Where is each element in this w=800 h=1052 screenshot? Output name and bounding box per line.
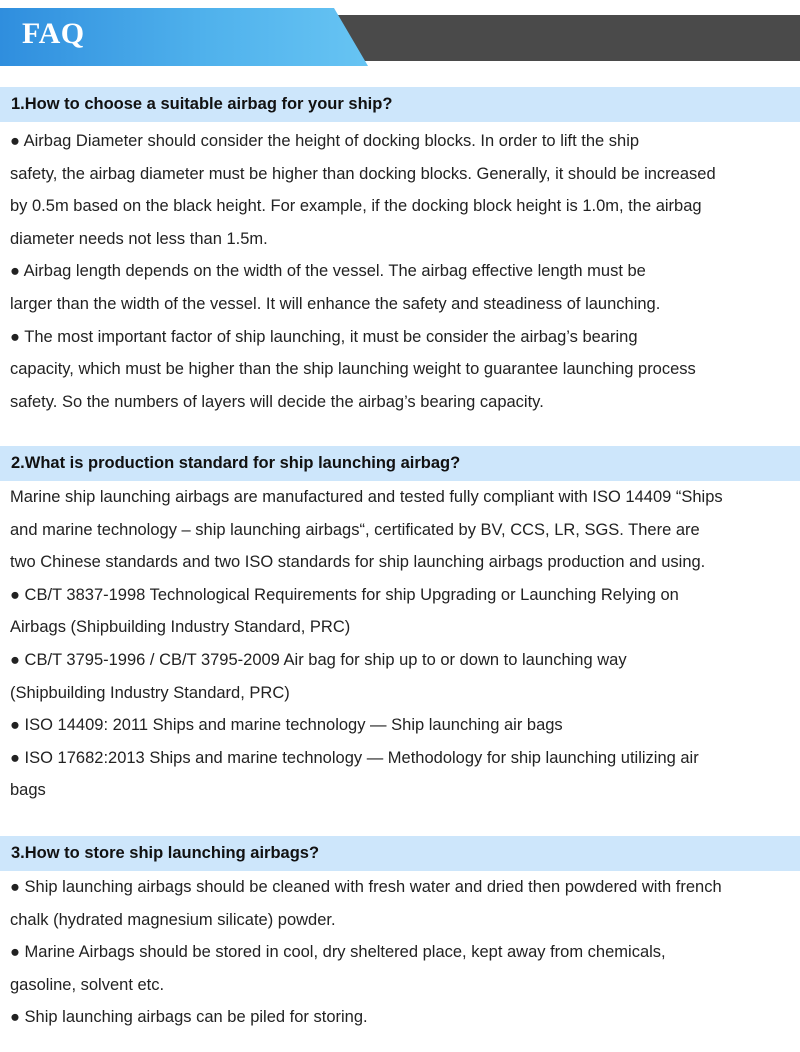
- answer-line: gasoline, solvent etc.: [10, 975, 165, 994]
- page-title: FAQ: [22, 17, 85, 50]
- answer-line: ● Marine Airbags should be stored in cool, dry sheltered place, kept away from chemicals,: [10, 943, 666, 962]
- answer-line: safety, the airbag diameter must be higher than docking blocks. Generally, it should be increased: [10, 164, 716, 183]
- answer-line: bags: [10, 781, 46, 800]
- faq-item-2: [0, 446, 800, 807]
- faq-question: 2.What is production standard for ship launching airbag?: [0, 446, 800, 481]
- answer-line: Marine ship launching airbags are manufactured and tested fully compliant with ISO 14409 “Ships: [10, 488, 723, 506]
- answer-line: ● Ship launching airbags can be piled for storing.: [10, 1008, 368, 1027]
- answer-line: ● ISO 17682:2013 Ships and marine technology — Methodology for ship launching utilizing air: [10, 748, 699, 767]
- faq-question: 3.How to store ship launching airbags?: [0, 836, 800, 871]
- answer-line: and marine technology – ship launching airbags“, certificated by BV, CCS, LR, SGS. There are: [10, 520, 700, 539]
- faq-answer: [0, 871, 800, 1034]
- faq-answer: [0, 122, 800, 418]
- answer-line: ● Airbag length depends on the width of the vessel. The airbag effective length must be: [10, 262, 646, 281]
- answer-line: ● CB/T 3795-1996 / CB/T 3795-2009 Air bag for ship up to or down to launching way: [10, 650, 627, 669]
- answer-line: diameter needs not less than 1.5m.: [10, 229, 268, 248]
- answer-line: (Shipbuilding Industry Standard, PRC): [10, 683, 290, 702]
- answer-line: capacity, which must be higher than the ship launching weight to guarantee launching process: [10, 360, 696, 379]
- faq-question: 1.How to choose a suitable airbag for your ship?: [0, 87, 800, 122]
- banner-dark-strip: [330, 15, 800, 61]
- faq-item-3: [0, 836, 800, 1034]
- answer-line: ● CB/T 3837-1998 Technological Requirements for ship Upgrading or Launching Relying on: [10, 585, 679, 604]
- answer-line: safety. So the numbers of layers will decide the airbag’s bearing capacity.: [10, 392, 544, 411]
- answer-line: Airbags (Shipbuilding Industry Standard, PRC): [10, 618, 351, 637]
- answer-line: by 0.5m based on the black height. For example, if the docking block height is 1.0m, the airbag: [10, 197, 702, 216]
- answer-line: two Chinese standards and two ISO standards for ship launching airbags production and using.: [10, 553, 706, 572]
- answer-line: chalk (hydrated magnesium silicate) powder.: [10, 910, 336, 929]
- faq-banner: [0, 0, 800, 68]
- answer-line: ● ISO 14409: 2011 Ships and marine technology — Ship launching air bags: [10, 716, 563, 735]
- answer-line: ● The most important factor of ship launching, it must be consider the airbag’s bearing: [10, 327, 638, 346]
- answer-line: ● Ship launching airbags should be cleaned with fresh water and dried then powdered with french: [10, 878, 722, 896]
- answer-line: larger than the width of the vessel. It will enhance the safety and steadiness of launching.: [10, 294, 661, 313]
- faq-answer: [0, 481, 800, 807]
- faq-item-1: [0, 87, 800, 418]
- answer-line: ● Airbag Diameter should consider the height of docking blocks. In order to lift the ship: [10, 132, 640, 150]
